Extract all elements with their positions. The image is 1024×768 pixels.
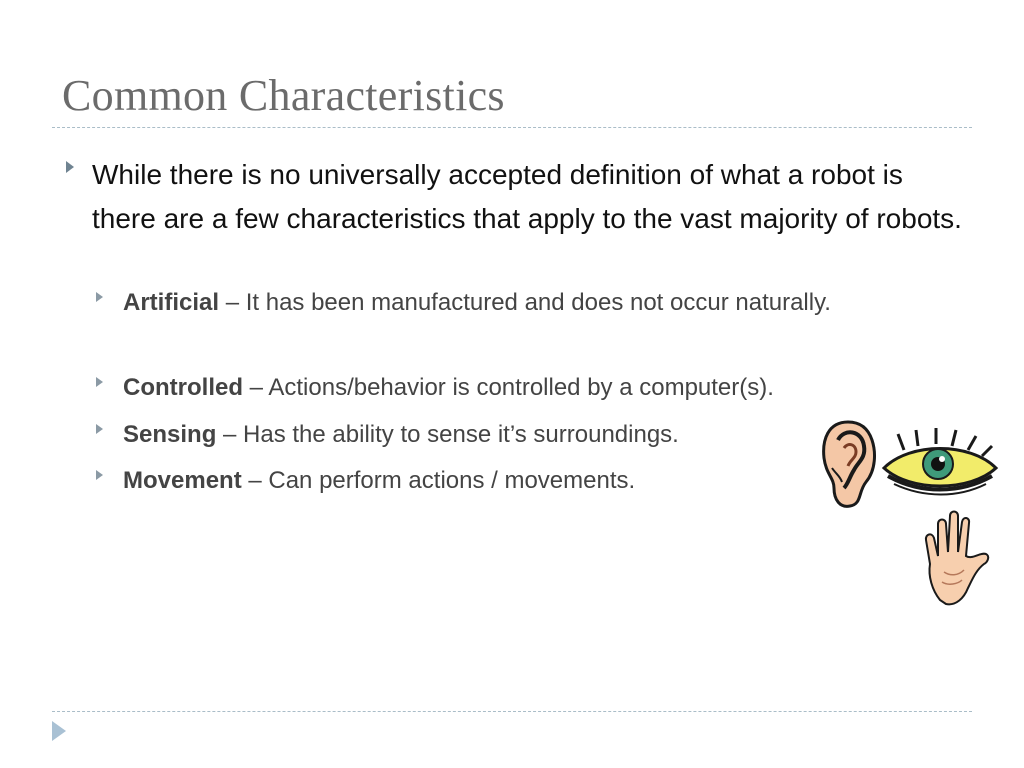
sub-bullet-term: Movement <box>123 467 242 494</box>
bullet-arrow-icon <box>96 424 103 434</box>
hand-icon <box>918 510 992 608</box>
sub-bullet-text <box>123 284 913 322</box>
footer-divider <box>52 711 972 712</box>
sub-bullet-desc: – Can perform actions / movements. <box>241 467 636 494</box>
sub-bullet-text <box>123 369 913 407</box>
bullet-arrow-icon <box>66 161 74 173</box>
bullet-arrow-icon <box>96 377 103 387</box>
next-slide-arrow-icon[interactable] <box>52 721 66 741</box>
sub-bullet-text <box>123 416 913 454</box>
title-divider <box>52 127 972 128</box>
sub-bullet-desc: – Has the ability to sense it’s surroundings. <box>216 421 679 448</box>
sub-bullet-term: Sensing <box>123 421 217 448</box>
bullet-arrow-icon <box>96 292 103 302</box>
sub-bullet-desc: – Actions/behavior is controlled by a computer(s). <box>243 374 774 401</box>
slide-title: Common Characteristics <box>62 71 505 120</box>
sub-bullet-text <box>123 462 913 500</box>
sub-bullet-term: Artificial <box>123 289 220 316</box>
sub-bullet-desc: – It has been manufactured and does not occur naturally. <box>219 289 831 316</box>
bullet-arrow-icon <box>96 470 103 480</box>
ear-icon <box>818 418 878 510</box>
sub-bullet-term: Controlled <box>123 374 243 401</box>
eye-icon <box>880 428 1000 500</box>
main-bullet-text: While there is no universally accepted definition of what a robot is there are a few characteristics that apply to the vast majority of robots. <box>92 159 962 234</box>
